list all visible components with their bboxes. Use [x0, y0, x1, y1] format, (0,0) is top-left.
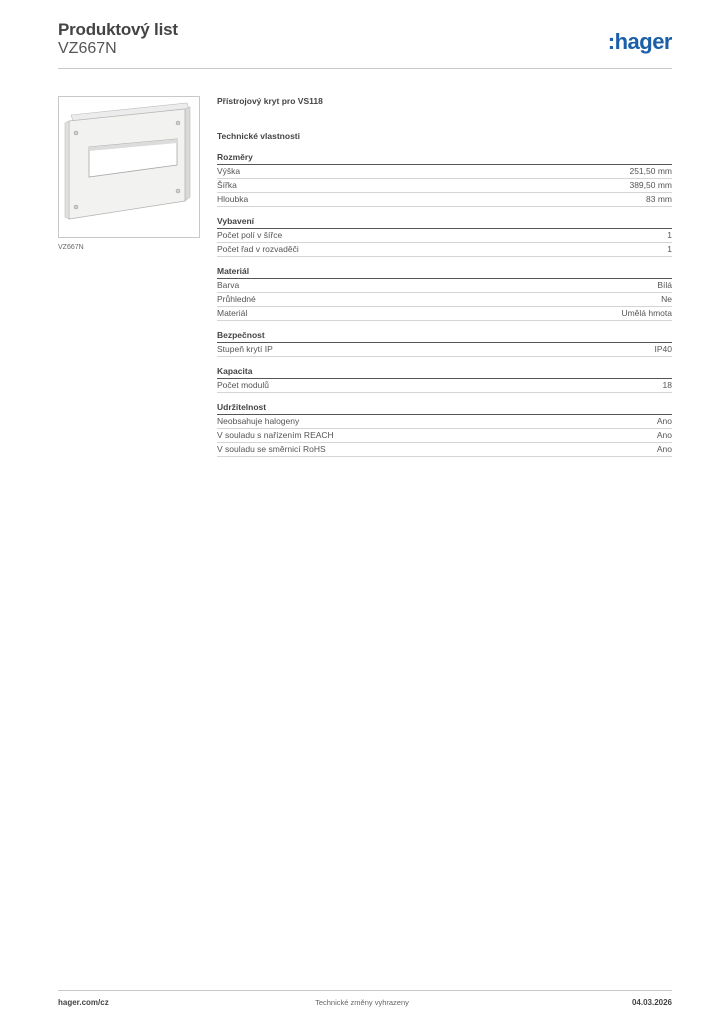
spec-value: Ne [661, 294, 672, 304]
spec-label: Počet řad v rozvaděči [217, 244, 299, 254]
footer-disclaimer: Technické změny vyhrazeny [315, 998, 409, 1007]
spec-label: Průhledné [217, 294, 256, 304]
spec-row [217, 343, 672, 357]
spec-section [217, 329, 672, 357]
spec-row [217, 307, 672, 321]
section-title: Kapacita [217, 365, 672, 379]
spec-label: Počet polí v šířce [217, 230, 283, 240]
spec-section [217, 365, 672, 393]
spec-row [217, 415, 672, 429]
spec-value: 251,50 mm [629, 166, 672, 176]
spec-label: Barva [217, 280, 240, 290]
spec-row [217, 179, 672, 193]
spec-row [217, 229, 672, 243]
spec-value: 1 [667, 244, 672, 254]
image-caption: VZ667N [58, 244, 84, 251]
spec-label: Stupeň krytí IP [217, 344, 273, 354]
spec-row [217, 379, 672, 393]
spec-value: 389,50 mm [629, 180, 672, 190]
product-image [58, 96, 200, 238]
spec-row [217, 243, 672, 257]
footer-website: hager.com/cz [58, 998, 109, 1007]
product-description: Přístrojový kryt pro VS118 [217, 96, 323, 106]
spec-label: Počet modulů [217, 380, 269, 390]
spec-label: V souladu s nařízením REACH [217, 430, 334, 440]
spec-value: 83 mm [646, 194, 672, 204]
spec-value: Ano [656, 444, 672, 454]
spec-sections [217, 151, 672, 457]
spec-value: Bílá [657, 280, 672, 290]
svg-text::hager: :hager [607, 30, 672, 54]
spec-value: 18 [662, 380, 672, 390]
spec-label: V souladu se směrnicí RoHS [217, 444, 326, 454]
section-title: Rozměry [217, 151, 672, 165]
spec-row [217, 279, 672, 293]
spec-section [217, 401, 672, 457]
spec-value: 1 [667, 230, 672, 240]
spec-section [217, 265, 672, 321]
hager-logo [592, 30, 672, 54]
spec-label: Materiál [217, 308, 248, 318]
section-title: Udržitelnost [217, 401, 672, 415]
spec-value: Ano [656, 430, 672, 440]
spec-label: Výška [217, 166, 241, 176]
spec-section [217, 151, 672, 207]
tech-heading: Technické vlastnosti [217, 131, 300, 141]
footer-date: 04.03.2026 [631, 998, 672, 1007]
spec-row [217, 165, 672, 179]
spec-row [217, 293, 672, 307]
spec-value: Ano [656, 416, 672, 426]
spec-section [217, 215, 672, 257]
spec-label: Neobsahuje halogeny [217, 416, 300, 426]
section-title: Materiál [217, 265, 672, 279]
spec-row [217, 443, 672, 457]
page-title: Produktový list [58, 20, 178, 39]
spec-value: Umělá hmota [621, 308, 672, 318]
footer-divider [58, 990, 672, 991]
section-title: Bezpečnost [217, 329, 672, 343]
spec-label: Hloubka [217, 194, 249, 204]
spec-label: Šířka [217, 180, 237, 190]
spec-row [217, 193, 672, 207]
spec-row [217, 429, 672, 443]
spec-content [217, 95, 672, 465]
product-code: VZ667N [58, 40, 117, 57]
section-title: Vybavení [217, 215, 672, 229]
spec-value: IP40 [654, 344, 672, 354]
header-divider [58, 68, 672, 69]
page-header [58, 20, 672, 70]
